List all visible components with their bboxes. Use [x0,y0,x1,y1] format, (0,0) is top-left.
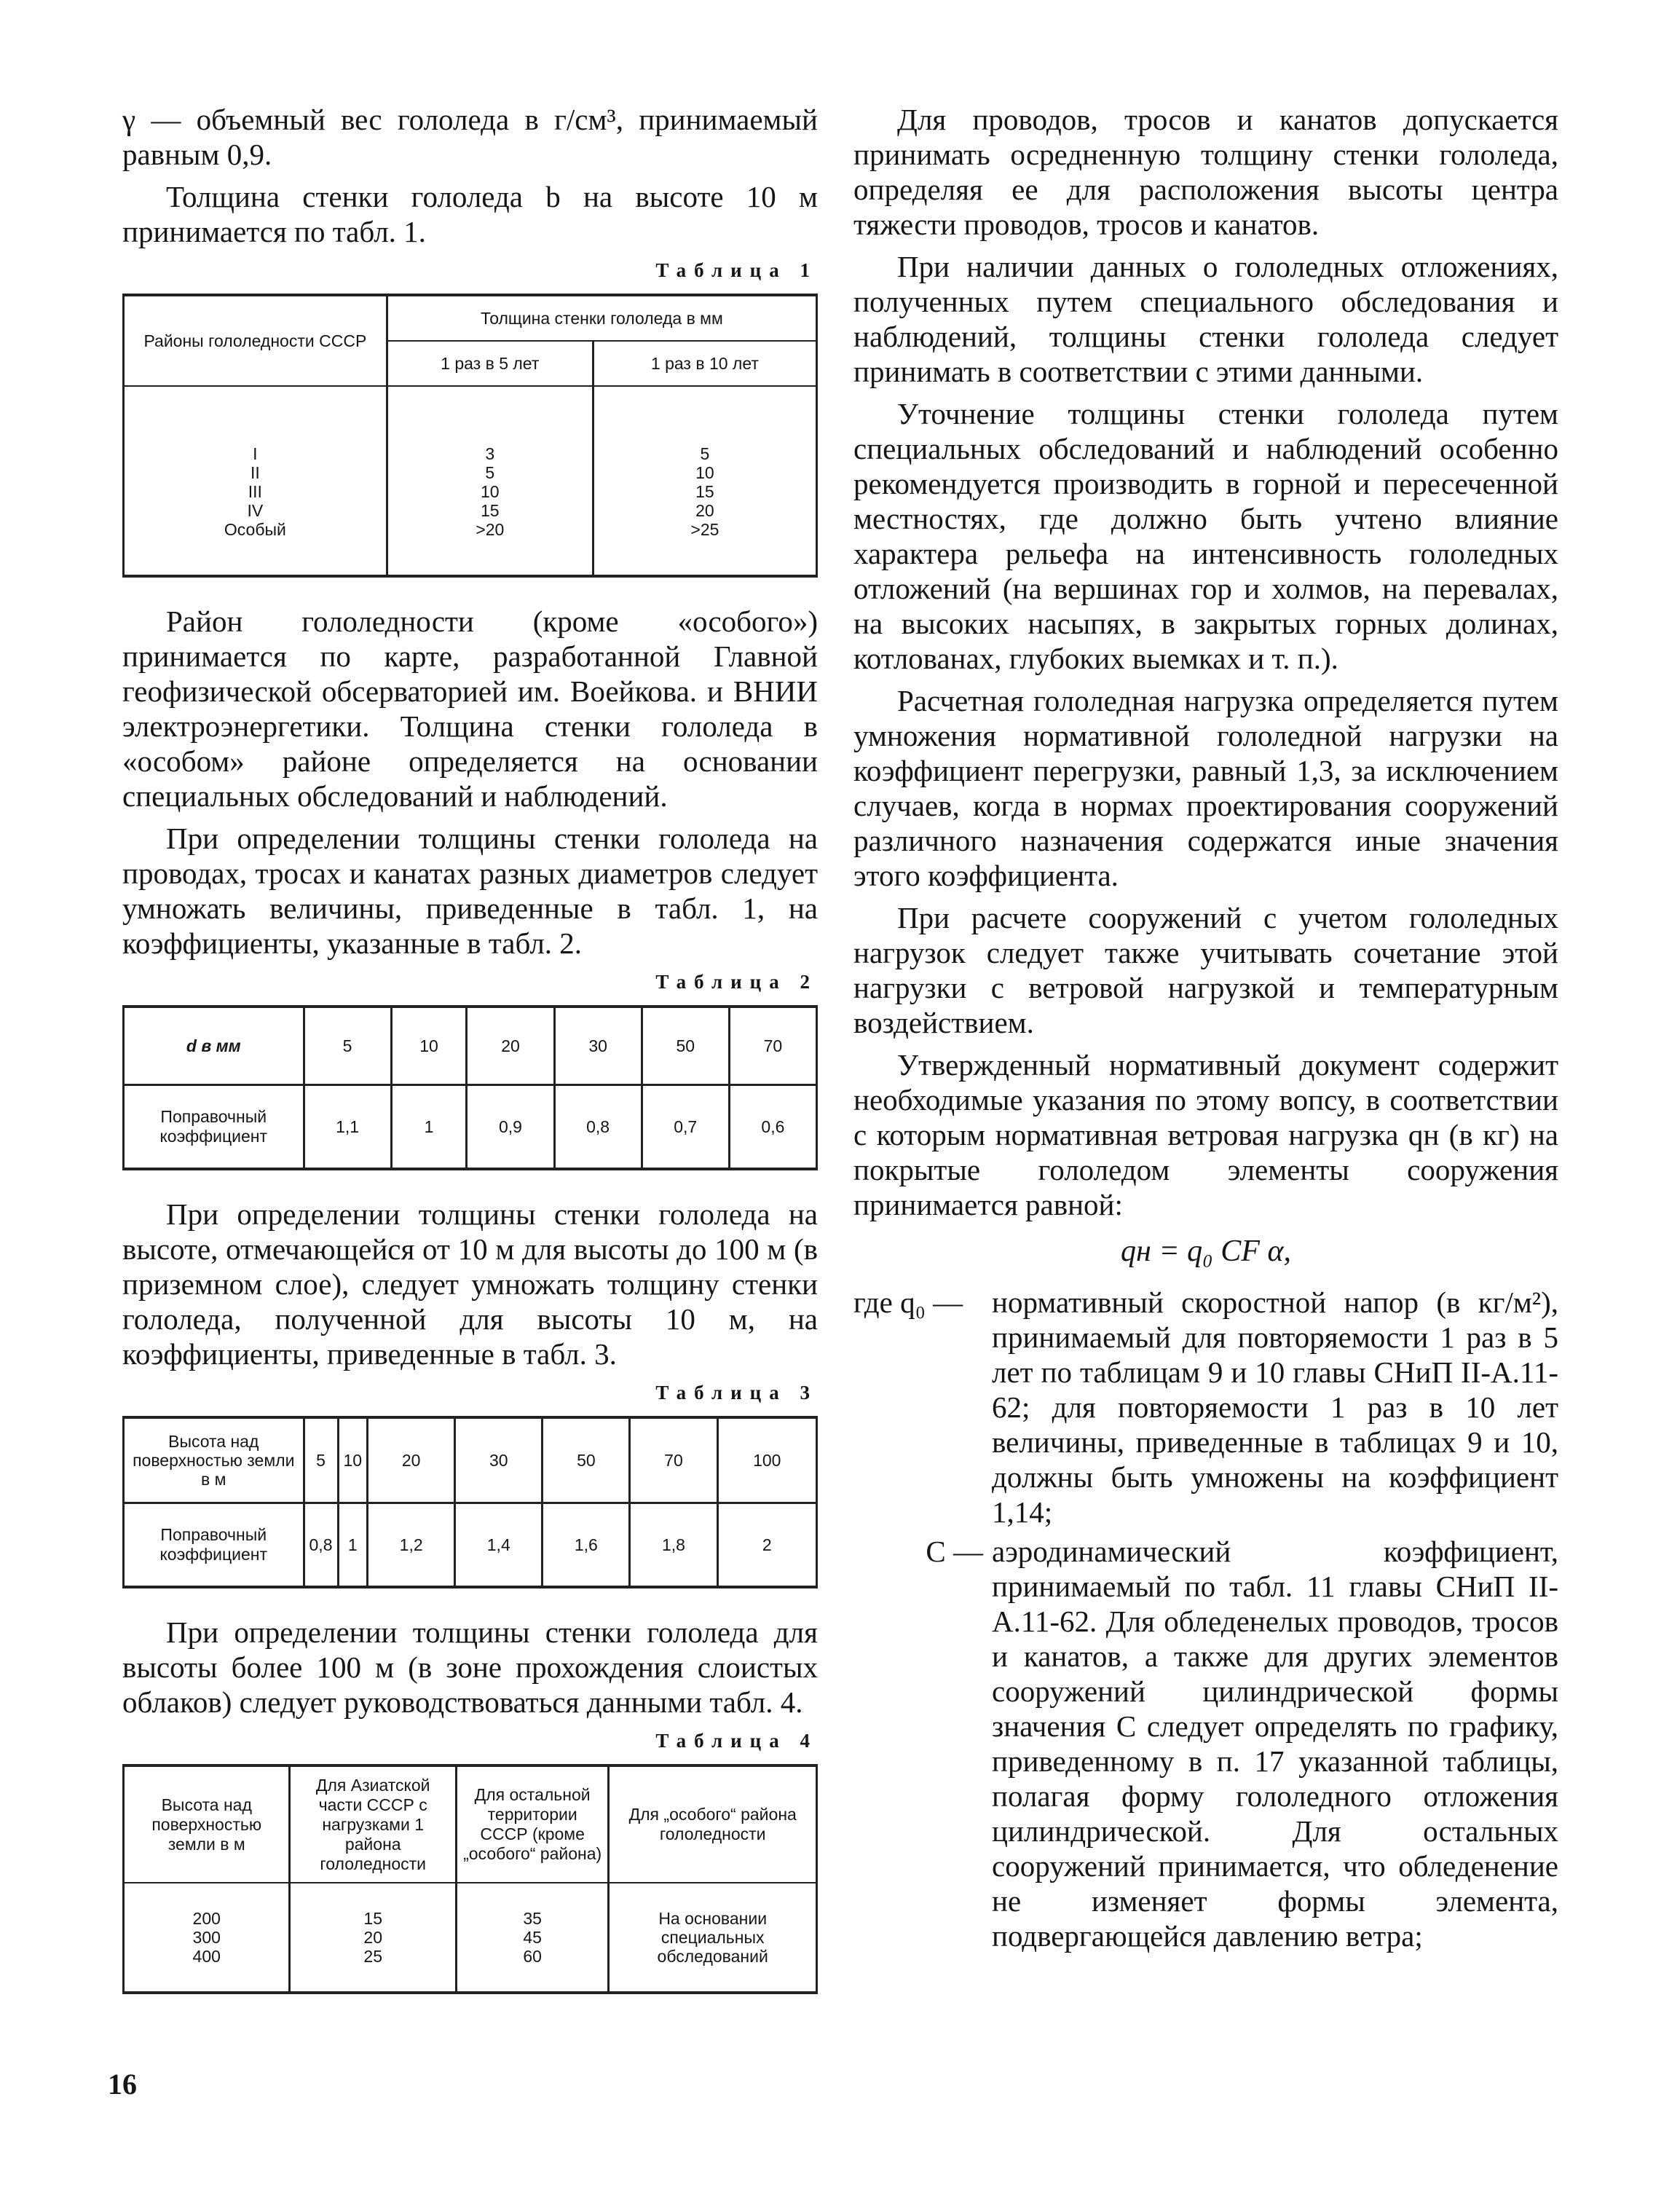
table1-cell: Особый [224,520,286,539]
table1-cell: I [253,444,258,463]
load-combination-paragraph: При расчете сооружений с учетом гололедных нагрузок следует также учитывать сочетание этой нагрузки с ветровой нагрузкой и температурным воздействием. [853,901,1558,1039]
table2-caption: Таблица 2 [655,971,818,993]
table4-asia [290,1883,456,1993]
normative-document-paragraph: Утвержденный нормативный документ содержит необходимые указания по этому вопсу, в соответствии с которым нормативная ветровая нагрузка qн (в кг) на покрытые гололедом элементы сооружения принимается равной: [853,1048,1558,1221]
table2-cell: 20 [467,1007,554,1085]
above-100m-paragraph: При определении толщины стенки гололеда для высоты более 100 м (в зоне прохождения слоистых облаков) следует руководствоваться данными табл. 4. [122,1615,818,1719]
table3-cell: 10 [338,1417,368,1503]
table4-caption: Таблица 4 [655,1730,818,1752]
q0-symbol: где q₀ — [853,1286,963,1319]
table2-cell: 0,7 [642,1085,729,1170]
table4-cell: 400 [192,1947,221,1966]
table2-cell: 10 [391,1007,467,1085]
table1-cell: >25 [690,520,719,539]
table2-cell: 0,8 [554,1085,642,1170]
table1 [122,294,818,578]
table3-cell: 50 [543,1417,630,1503]
table2-cell: 1 [391,1085,467,1170]
design-load-paragraph: Расчетная гололедная нагрузка определяется путем умножения нормативной гололедной нагрузки на коэффициент перегрузки, равный 1,3, за исключением случаев, когда в нормах проектирования сооружений различного назначения содержатся иные значения этого коэффициента. [853,684,1558,892]
page-number: 16 [108,2068,137,2101]
table1-cell: 3 [485,444,495,463]
thickness-paragraph: Толщина стенки гололеда b на высоте 10 м принимается по табл. 1. [122,180,818,248]
table4-cell: 60 [523,1947,542,1966]
table3-cell: 100 [717,1417,816,1503]
table1-cell: 5 [700,444,710,463]
table1-cell: 10 [695,463,714,482]
table4-heights [124,1883,290,1993]
table1-values-10y [593,386,816,576]
table3-cell: 0,8 [304,1503,338,1588]
table3-caption: Таблица 3 [655,1382,818,1403]
table1-col-region: Районы гололедности СССР [124,295,387,386]
table3-row2-label: Поправочный коэффициент [124,1503,304,1588]
table2-cell: 50 [642,1007,729,1085]
table4-cell: 20 [363,1928,382,1947]
table2-cell: 0,9 [467,1085,554,1170]
q0-text: нормативный скоростной напор (в кг/м²), принимаемый для повторяемости 1 раз в 5 лет по таблицам 9 и 10 главы СНиП II-А.11-62; для повторяемости 1 раз в 10 лет величины, приведенные в таблицах 9 и 10, должны быть умножены на коэффициент 1,14; [992,1286,1558,1529]
table3 [122,1416,818,1588]
table1-cell: 15 [480,501,500,520]
table1-cell: 15 [695,482,714,501]
table4-cell: 15 [363,1909,382,1928]
table1-cell: 10 [480,482,500,501]
table1-cell: 20 [695,501,714,520]
table4-cell: 200 [192,1909,221,1928]
refinement-paragraph: Уточнение толщины стенки гололеда путем специальных обследований и наблюдений особенно рекомендуется производить в горной и пересеченной местностях, где должно быть учтено влияние характера рельефа на интенсивность гололедных отложений (на вершинах гор и холмов, на перевалах, на высоких насыпях, в закрытых горных долинах, котлованах, глубоких выемках и т. п.). [853,397,1558,675]
table1-col-5y: 1 раз в 5 лет [387,341,593,386]
observation-data-paragraph: При наличии данных о гололедных отложениях, полученных путем специального обследования и наблюдений, толщины стенки гололеда следует принимать в соответствии с этими данными. [853,250,1558,388]
table1-regions [124,386,387,576]
c-definition [853,1534,1558,1953]
table2-cell: 30 [554,1007,642,1085]
table4-cell: 45 [523,1928,542,1947]
table4-col-special: Для „особого“ района гололедности [609,1765,817,1883]
q0-definition [853,1285,1558,1530]
table1-cell: II [250,463,260,482]
table3-cell: 70 [630,1417,717,1503]
wind-load-formula: qн = q₀ CF α, [1121,1235,1291,1268]
table3-cell: 1,2 [368,1503,455,1588]
table3-cell: 20 [368,1417,455,1503]
table2-row1-label: d в мм [124,1007,304,1085]
table1-cell: >20 [476,520,505,539]
table3-cell: 30 [455,1417,543,1503]
c-symbol: C — [926,1535,983,1568]
table4 [122,1764,818,1994]
table1-col-10y: 1 раз в 10 лет [593,341,816,386]
table4-rest [456,1883,608,1993]
table3-row1-label: Высота над поверхностью земли в м [124,1417,304,1503]
table3-cell: 1,4 [455,1503,543,1588]
table4-cell: 300 [192,1928,221,1947]
right-column [853,102,1558,1958]
average-thickness-paragraph: Для проводов, тросов и канатов допускается принимать осредненную толщину стенки гололеда, определяя ее для расположения высоты центра тяжести проводов, тросов и канатов. [853,103,1558,241]
table4-cell: 35 [523,1909,542,1928]
table3-cell: 1 [338,1503,368,1588]
table1-cell: 5 [485,463,495,482]
table2-cell: 5 [304,1007,391,1085]
table4-col-asia: Для Азиатской части СССР с нагрузками 1 района гололедности [290,1765,456,1883]
table2-cell: 0,6 [729,1085,816,1170]
table1-cell: IV [247,501,264,520]
table3-cell: 1,8 [630,1503,717,1588]
table4-cell: 25 [363,1947,382,1966]
table2-row2-label: Поправочный коэффициент [124,1085,304,1170]
table3-cell: 1,6 [543,1503,630,1588]
table1-values-5y [387,386,593,576]
table2 [122,1005,818,1170]
table2-cell: 1,1 [304,1085,391,1170]
table3-cell: 5 [304,1417,338,1503]
height-paragraph: При определении толщины стенки гололеда на высоте, отмечающейся от 10 м для высоты до 100 м (в приземном слое), следует умножать толщину стенки гололеда, полученной для высоты 10 м, на коэффициенты, приведенные в табл. 3. [122,1197,818,1371]
table1-cell: III [248,482,262,501]
region-paragraph: Район гололедности (кроме «особого») принимается по карте, разработанной Главной геофизической обсерваторией им. Воейкова. и ВНИИ электроэнергетики. Толщина стенки гололеда в «особом» районе определяется на основании специальных обследований и наблюдений. [122,605,818,813]
table4-col-height: Высота над поверхностью земли в м [124,1765,290,1883]
left-column [122,102,818,1994]
c-text: аэродинамический коэффициент, принимаемый по табл. 11 главы СНиП II-А.11-62. Для обледенелых проводов, тросов и канатов, а также для других элементов сооружений цилиндрической формы значения C следует определять по графику, приведенному в п. 17 указанной таблицы, полагая форму гололедного отложения цилиндрической. Для остальных сооружений принимается, что обледенение не изменяет формы элемента, подвергающейся давлению ветра; [992,1535,1558,1953]
table2-cell: 70 [729,1007,816,1085]
table4-col-rest: Для остальной территории СССР (кроме „особого“ района) [456,1765,608,1883]
gamma-definition: γ — объемный вес гололеда в г/см³, принимаемый равным 0,9. [122,103,818,171]
table3-cell: 2 [717,1503,816,1588]
diameter-paragraph: При определении толщины стенки гололеда на проводах, тросах и канатах разных диаметров следует умножать величины, приведенные в табл. 1, на коэффициенты, указанные в табл. 2. [122,822,818,960]
table1-col-group: Толщина стенки гололеда в мм [387,295,816,341]
table1-caption: Таблица 1 [655,259,818,281]
table4-special: На основании специальных обследований [609,1883,817,1993]
